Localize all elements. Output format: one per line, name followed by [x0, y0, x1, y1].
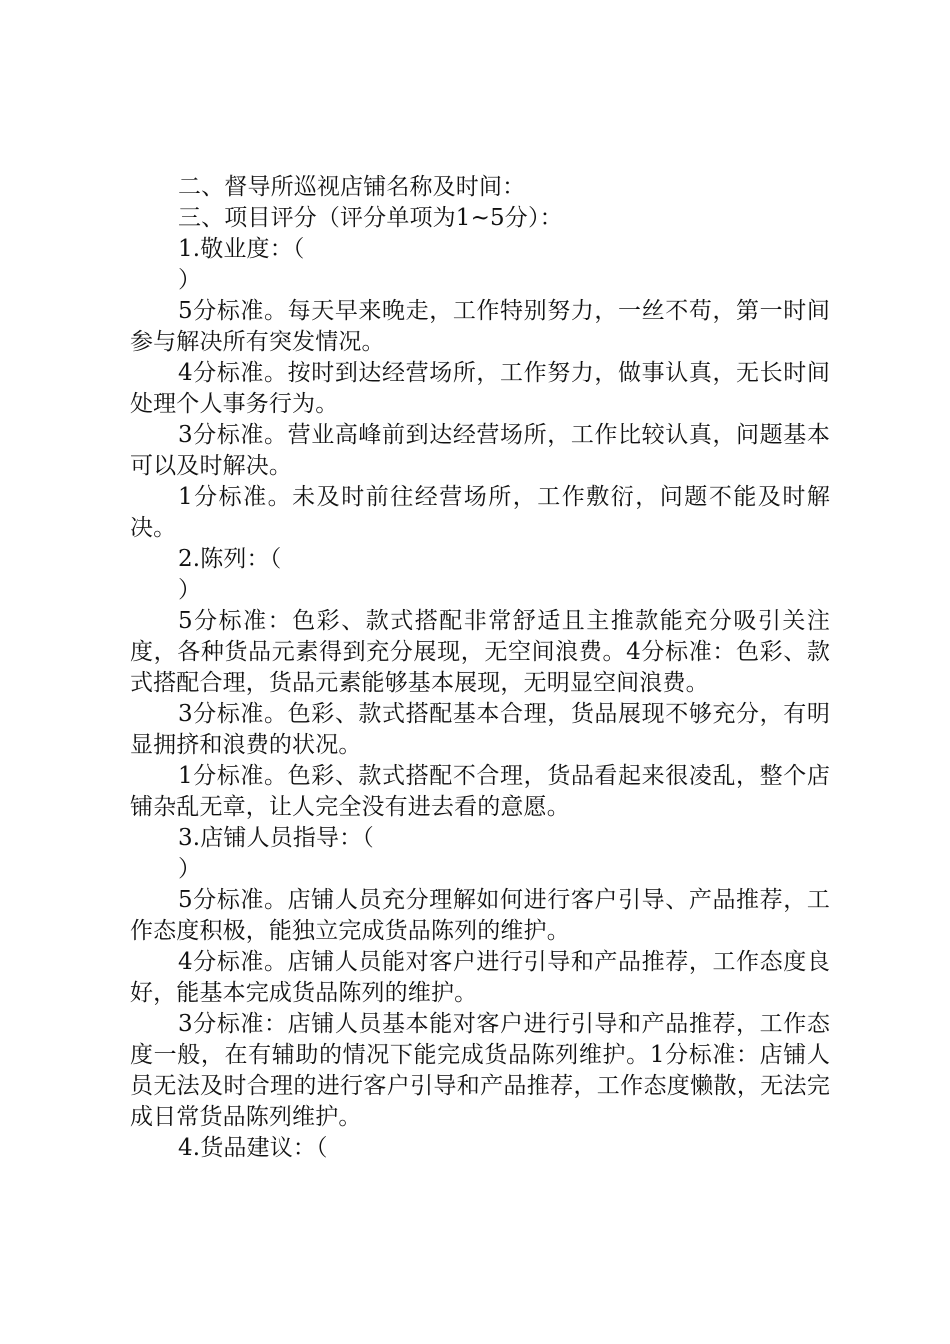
criteria-paragraph: 1分标准。未及时前往经营场所，工作敷衍，问题不能及时解决。 — [130, 484, 830, 541]
item-score-blank: ） — [178, 577, 202, 603]
criteria-paragraph: 3分标准。色彩、款式搭配基本合理，货品展现不够充分，有明显拥挤和浪费的状况。 — [130, 701, 830, 758]
section-heading-scoring: 三、项目评分（评分单项为1~5分）： — [178, 205, 563, 231]
item-score-blank: ） — [178, 856, 202, 882]
item-heading-staff-guidance: 3.店铺人员指导：（ — [178, 825, 374, 851]
criteria-paragraph: 4分标准。店铺人员能对客户进行引导和产品推荐，工作态度良好，能基本完成货品陈列的维护。 — [130, 949, 830, 1006]
item-heading-product-advice: 4.货品建议：（ — [178, 1135, 328, 1161]
section-heading-store-visit: 二、督导所巡视店铺名称及时间： — [178, 174, 526, 200]
item-score-blank: ） — [178, 267, 202, 293]
document-body — [130, 172, 830, 1164]
criteria-paragraph: 5分标准。店铺人员充分理解如何进行客户引导、产品推荐，工作态度积极，能独立完成货品陈列的维护。 — [130, 887, 830, 944]
item-heading-dedication: 1.敬业度：（ — [178, 236, 305, 262]
criteria-paragraph: 4分标准。按时到达经营场所，工作努力，做事认真，无长时间处理个人事务行为。 — [130, 360, 830, 417]
criteria-paragraph: 1分标准。色彩、款式搭配不合理，货品看起来很凌乱，整个店铺杂乱无章，让人完全没有进去看的意愿。 — [130, 763, 830, 820]
criteria-paragraph: 5分标准。每天早来晚走，工作特别努力，一丝不苟，第一时间参与解决所有突发情况。 — [130, 298, 830, 355]
item-heading-display: 2.陈列：（ — [178, 546, 282, 572]
criteria-paragraph: 3分标准。营业高峰前到达经营场所，工作比较认真，问题基本可以及时解决。 — [130, 422, 830, 479]
criteria-paragraph: 3分标准：店铺人员基本能对客户进行引导和产品推荐，工作态度一般，在有辅助的情况下能完成货品陈列维护。1分标准：店铺人员无法及时合理的进行客户引导和产品推荐，工作态度懒散，无法完成日常货品陈列维护。 — [130, 1011, 830, 1130]
criteria-paragraph: 5分标准：色彩、款式搭配非常舒适且主推款能充分吸引关注度，各种货品元素得到充分展现，无空间浪费。4分标准：色彩、款式搭配合理，货品元素能够基本展现，无明显空间浪费。 — [130, 608, 830, 696]
